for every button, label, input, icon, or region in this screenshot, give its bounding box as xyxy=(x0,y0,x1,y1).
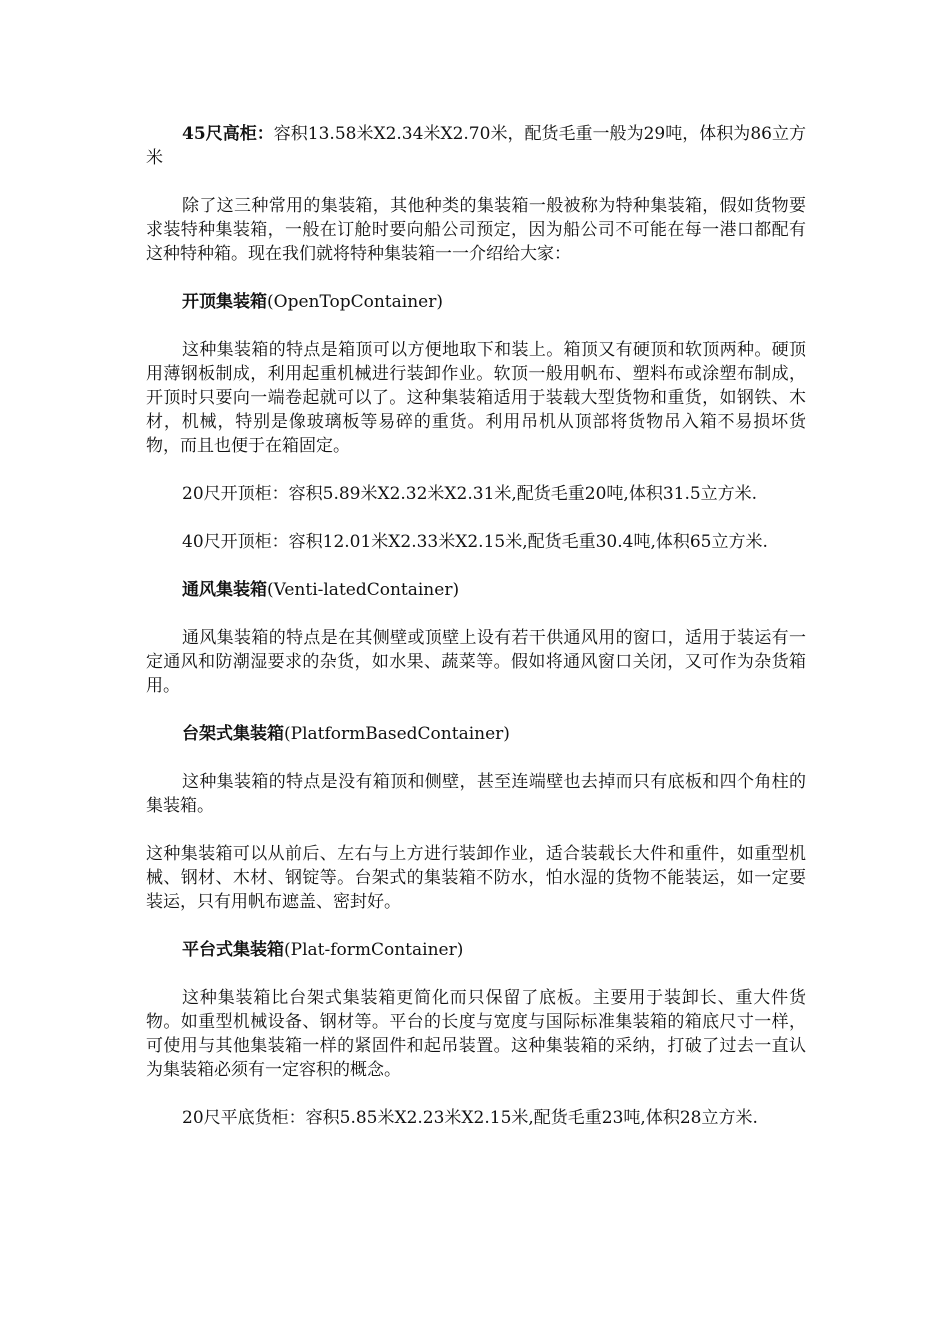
spec-text-45ft: 容积13.58米X2.34米X2.70米，配货毛重一般为29吨，体积为86立方米 xyxy=(146,124,806,168)
paragraph-20ft-flat-spec: 20尺平底货柜：容积5.85米X2.23米X2.15米,配货毛重23吨,体积28立方米. xyxy=(182,1108,758,1128)
paragraph-45ft-high-cube xyxy=(146,122,806,170)
heading-ventilated-en: (Venti-latedContainer) xyxy=(267,580,460,600)
heading-open-top-en: (OpenTopContainer) xyxy=(267,292,443,312)
heading-platform-based-container xyxy=(146,722,806,746)
heading-ventilated-container xyxy=(146,578,806,602)
heading-platform-en: (Plat-formContainer) xyxy=(284,940,464,960)
spec-label-45ft: 45尺高柜： xyxy=(182,124,274,144)
paragraph-40ft-open-top-spec: 40尺开顶柜：容积12.01米X2.33米X2.15米,配货毛重30.4吨,体积65立方米. xyxy=(182,532,768,552)
heading-platform-container xyxy=(146,938,806,962)
heading-platform-label: 平台式集装箱 xyxy=(182,940,284,960)
paragraph-20ft-open-top-spec: 20尺开顶柜：容积5.89米X2.32米X2.31米,配货毛重20吨,体积31.5立方米. xyxy=(182,484,758,504)
paragraph-platform-based-usage: 这种集装箱可以从前后、左右与上方进行装卸作业，适合装载长大件和重件，如重型机械、钢材、木材、钢锭等。台架式的集装箱不防水，怕水湿的货物不能装运，如一定要装运，只有用帆布遮盖、密封好。 xyxy=(146,844,806,912)
paragraph-special-containers-intro: 除了这三种常用的集装箱，其他种类的集装箱一般被称为特种集装箱，假如货物要求装特种集装箱，一般在订舱时要向船公司预定，因为船公司不可能在每一港口都配有这种特种箱。现在我们就将特种集装箱一一介绍给大家： xyxy=(146,196,806,264)
paragraph-open-top-description: 这种集装箱的特点是箱顶可以方便地取下和装上。箱顶又有硬顶和软顶两种。硬顶用薄钢板制成，利用起重机械进行装卸作业。软顶一般用帆布、塑料布或涂塑布制成，开顶时只要向一端卷起就可以了。这种集装箱适用于装载大型货物和重货，如钢铁、木材，机械，特别是像玻璃板等易碎的重货。利用吊机从顶部将货物吊入箱不易损坏货物，而且也便于在箱固定。 xyxy=(146,340,806,456)
paragraph-platform-description: 这种集装箱比台架式集装箱更简化而只保留了底板。主要用于装卸长、重大件货物。如重型机械设备、钢材等。平台的长度与宽度与国际标准集装箱的箱底尺寸一样，可使用与其他集装箱一样的紧固件和起吊装置。这种集装箱的采纳，打破了过去一直认为集装箱必须有一定容积的概念。 xyxy=(146,988,806,1080)
paragraph-ventilated-description: 通风集装箱的特点是在其侧壁或顶壁上设有若干供通风用的窗口，适用于装运有一定通风和防潮湿要求的杂货，如水果、蔬菜等。假如将通风窗口关闭，又可作为杂货箱用。 xyxy=(146,628,806,696)
heading-open-top-container xyxy=(146,290,806,314)
document-body xyxy=(146,122,806,1154)
heading-platform-based-en: (PlatformBasedContainer) xyxy=(284,724,510,744)
heading-ventilated-label: 通风集装箱 xyxy=(182,580,267,600)
heading-open-top-label: 开顶集装箱 xyxy=(182,292,267,312)
heading-platform-based-label: 台架式集装箱 xyxy=(182,724,284,744)
paragraph-platform-based-description: 这种集装箱的特点是没有箱顶和侧壁，甚至连端壁也去掉而只有底板和四个角柱的集装箱。 xyxy=(146,772,806,816)
